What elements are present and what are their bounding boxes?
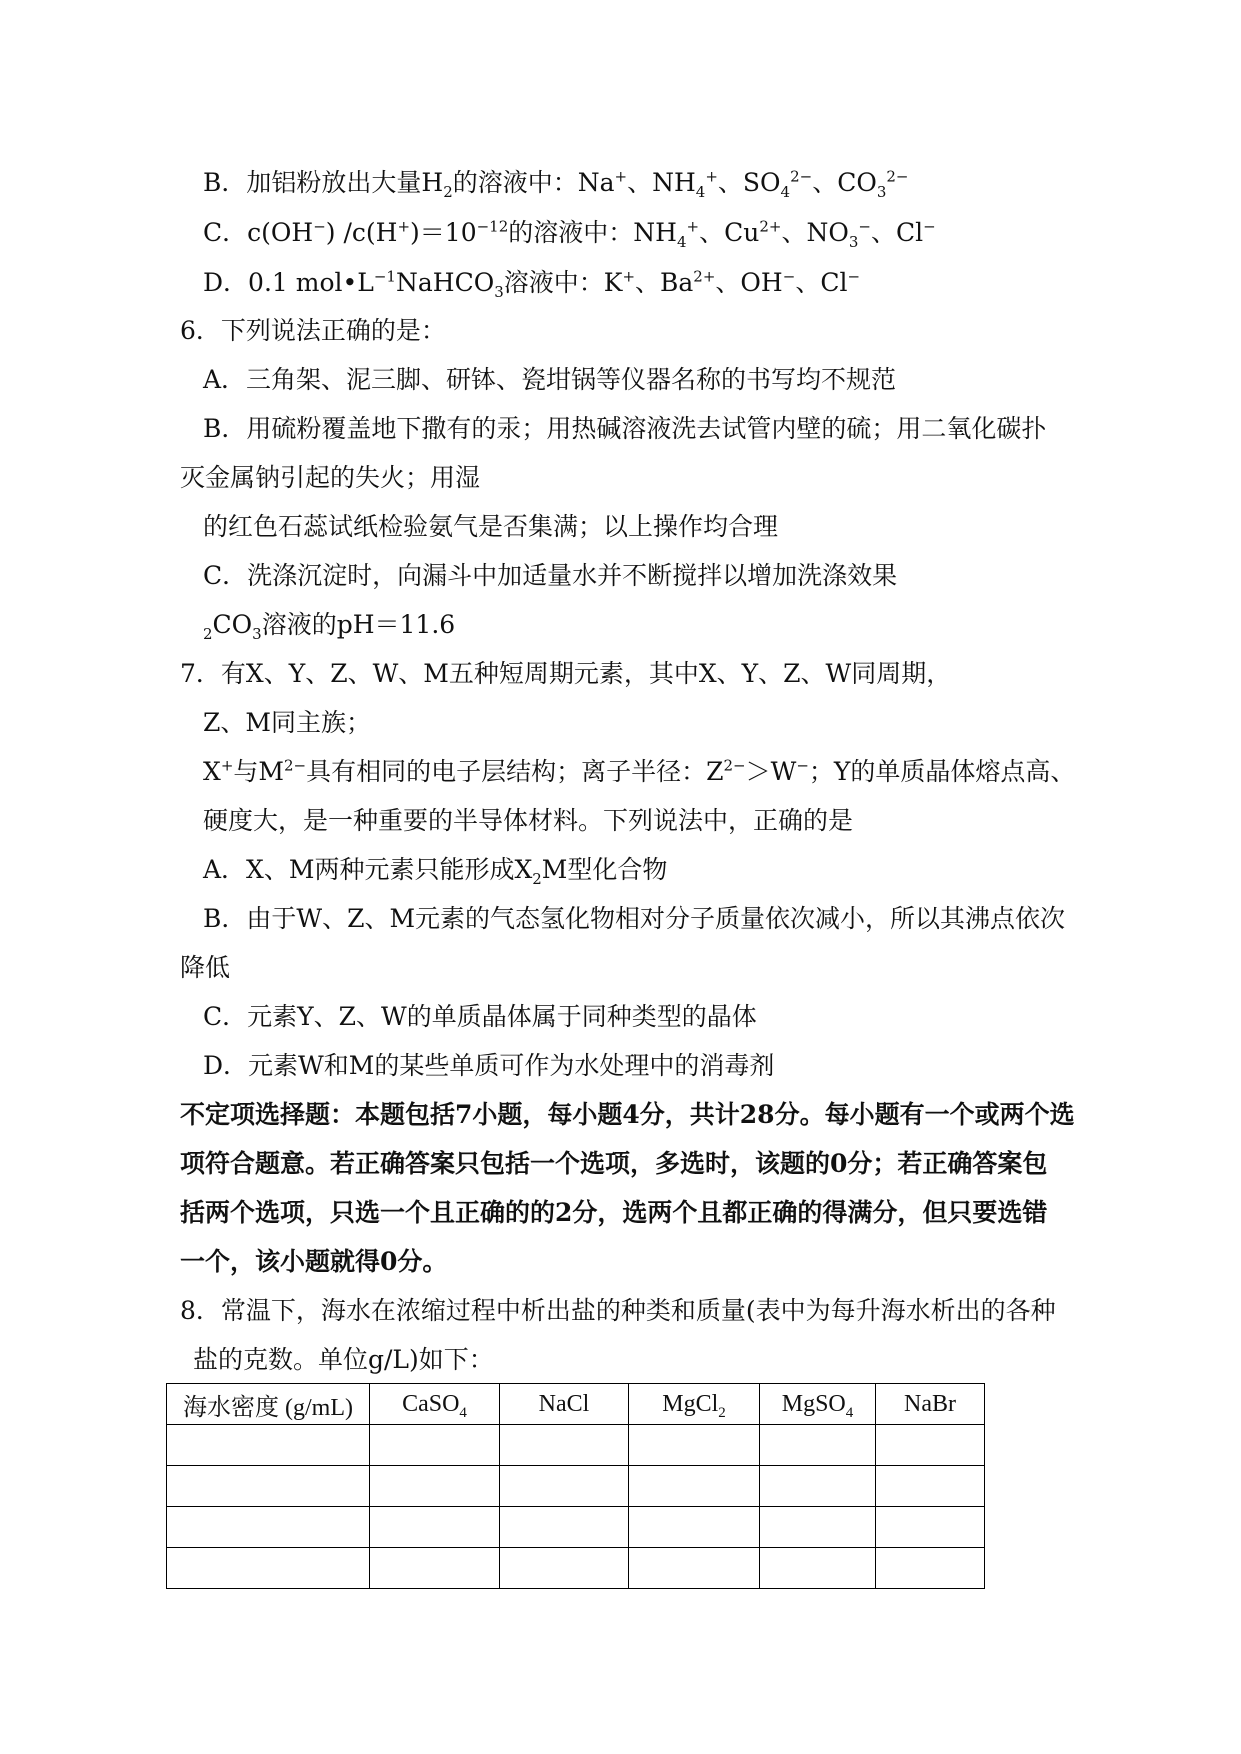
text-line-q7_1: 7．有X、Y、Z、W、M五种短周期元素，其中X、Y、Z、W同周期， bbox=[180, 659, 952, 688]
table-header-cell: MgSO$_4$ bbox=[760, 1384, 876, 1425]
text-line-q5d: D．0.1 $mol•L^{-1}NaHCO_3$溶液中：K+、$Ba^{2+}$、OH−、Cl− bbox=[203, 267, 861, 301]
table-cell bbox=[167, 1466, 370, 1507]
table-cell bbox=[629, 1507, 760, 1548]
table-cell bbox=[167, 1548, 370, 1589]
text-line-q6: 6．下列说法正确的是： bbox=[180, 316, 446, 345]
table-row bbox=[167, 1466, 985, 1507]
table-cell bbox=[500, 1425, 629, 1466]
table-cell bbox=[876, 1548, 985, 1589]
text-line-q7c: C．元素Y、Z、W的单质晶体属于同种类型的晶体 bbox=[203, 1002, 757, 1031]
text-line-q6b2: 灭金属钠引起的失火；用湿 bbox=[180, 463, 481, 492]
text-line-q7_2: Z、M同主族； bbox=[203, 708, 371, 737]
text-line-sec3: 括两个选项，只选一个且正确的的2分，选两个且都正确的得满分，但只要选错 bbox=[180, 1198, 1048, 1227]
table-cell bbox=[167, 1507, 370, 1548]
text-line-sec2: 项符合题意。若正确答案只包括一个选项，多选时，该题的0分；若正确答案包 bbox=[180, 1149, 1048, 1178]
text-line-sec1: 不定项选择题：本题包括7小题，每小题4分，共计28分。每小题有一个或两个选 bbox=[180, 1100, 1075, 1129]
text-line-q6c: C．洗涤沉淀时，向漏斗中加适量水并不断搅拌以增加洗涤效果 bbox=[203, 561, 898, 590]
table-cell bbox=[167, 1425, 370, 1466]
text-line-q6d: $_2CO_3$溶液的pH＝11.6 bbox=[203, 610, 456, 643]
table-cell bbox=[760, 1507, 876, 1548]
table-header-cell: NaCl bbox=[500, 1384, 629, 1425]
table-row bbox=[167, 1425, 985, 1466]
text-line-q6a: A．三角架、泥三脚、研钵、瓷坩锅等仪器名称的书写均不规范 bbox=[203, 365, 897, 394]
table-cell bbox=[370, 1466, 500, 1507]
text-line-q7d: D．元素W和M的某些单质可作为水处理中的消毒剂 bbox=[203, 1051, 775, 1080]
table-cell bbox=[500, 1507, 629, 1548]
table-cell bbox=[370, 1548, 500, 1589]
text-line-q7_3: X+与$M^{2-}$具有相同的电子层结构；离子半径：$Z^{2-}>W^-$；Y的单质晶体熔点高、 bbox=[203, 756, 1076, 786]
table-cell bbox=[629, 1548, 760, 1589]
table-header-cell: 海水密度 (g/mL) bbox=[167, 1384, 370, 1425]
table-cell bbox=[500, 1548, 629, 1589]
text-line-q8_2: 盐的克数。单位g/L)如下： bbox=[193, 1345, 494, 1374]
text-line-q6b3: 的红色石蕊试纸检验氨气是否集满；以上操作均合理 bbox=[203, 512, 779, 541]
text-line-q7b2: 降低 bbox=[180, 953, 231, 982]
table-cell bbox=[629, 1425, 760, 1466]
table-cell bbox=[760, 1466, 876, 1507]
text-line-q5b: B．加铝粉放出大量$H_2$的溶液中：Na+、$NH_4^+$、$SO_4^{2-}$、$CO_3^{2-}$ bbox=[203, 167, 909, 201]
sea-salt-table bbox=[166, 1383, 985, 1589]
table-header-cell: CaSO$_4$ bbox=[370, 1384, 500, 1425]
text-line-q8_1: 8．常温下，海水在浓缩过程中析出盐的种类和质量(表中为每升海水析出的各种 bbox=[180, 1296, 1056, 1325]
table-header-cell: NaBr bbox=[876, 1384, 985, 1425]
text-line-q7b1: B．由于W、Z、M元素的气态氢化物相对分子质量依次减小，所以其沸点依次 bbox=[203, 904, 1066, 933]
text-line-q7_4: 硬度大，是一种重要的半导体材料。下列说法中，正确的是 bbox=[203, 806, 854, 835]
table-cell bbox=[370, 1507, 500, 1548]
text-line-q5c: C．c(OH−) $/c(H^+)=10^{-12}$的溶液中：$NH_4^+$、$Cu^{2+}$、$NO_3^-$、Cl− bbox=[203, 217, 936, 251]
table-cell bbox=[876, 1425, 985, 1466]
table-header-row bbox=[167, 1384, 985, 1425]
table-row bbox=[167, 1507, 985, 1548]
table-cell bbox=[370, 1425, 500, 1466]
text-line-q6b1: B．用硫粉覆盖地下撒有的汞；用热碱溶液洗去试管内壁的硫；用二氧化碳扑 bbox=[203, 414, 1047, 443]
table-cell bbox=[500, 1466, 629, 1507]
table-cell bbox=[876, 1507, 985, 1548]
table-cell bbox=[876, 1466, 985, 1507]
table-cell bbox=[760, 1548, 876, 1589]
table-cell bbox=[629, 1466, 760, 1507]
table-header-cell: MgCl$_2$ bbox=[629, 1384, 760, 1425]
table-cell bbox=[760, 1425, 876, 1466]
table-row bbox=[167, 1548, 985, 1589]
text-line-q7a: A．X、M两种元素只能形成$X_2M$型化合物 bbox=[203, 855, 668, 888]
text-line-sec4: 一个，该小题就得0分。 bbox=[180, 1247, 448, 1276]
